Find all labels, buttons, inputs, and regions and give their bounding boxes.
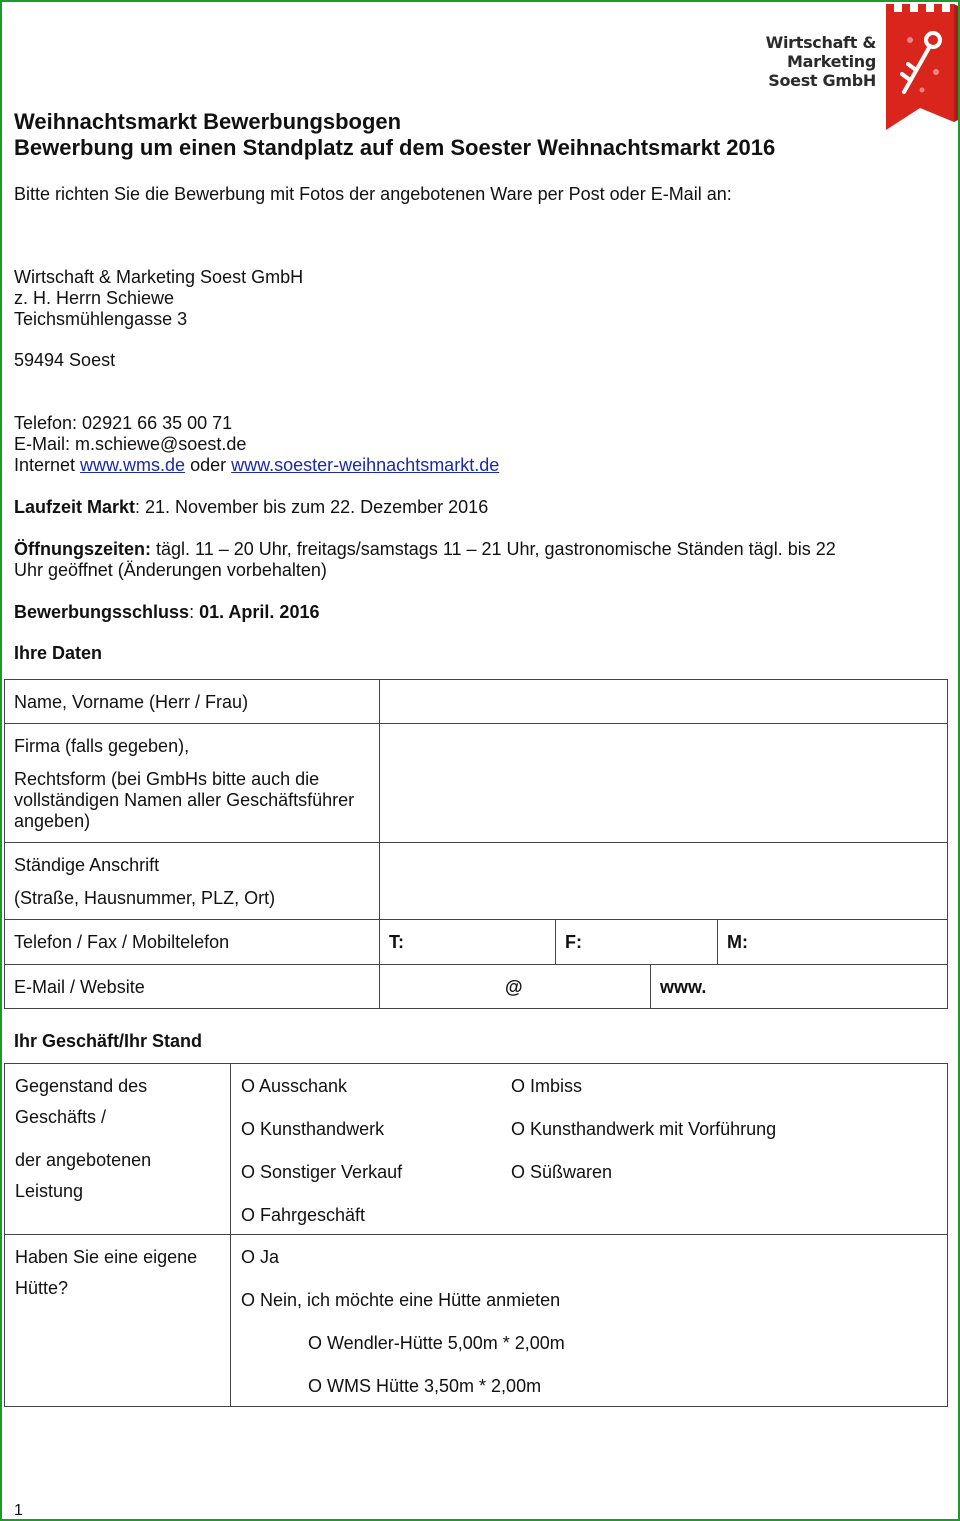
oeffnung-line-1 (14, 539, 836, 560)
page-number: 1 (14, 1502, 23, 1519)
intro-text: Bitte richten Sie die Bewerbung mit Fotos der angebotenen Ware per Post oder E-Mail an: (14, 184, 732, 204)
logo-line-1: Wirtschaft & (765, 33, 876, 52)
weihnachtsmarkt-link[interactable]: www.soester-weihnachtsmarkt.de (231, 455, 500, 475)
option-imbiss[interactable]: O Imbiss (511, 1076, 583, 1096)
website-input-field[interactable] (651, 965, 948, 1009)
gegenstand-label-3: der angebotenen (15, 1150, 152, 1170)
option-wendler-huette[interactable]: O Wendler-Hütte 5,00m * 2,00m (308, 1333, 565, 1353)
address-company: Wirtschaft & Marketing Soest GmbH (14, 267, 304, 287)
telefon-input-field[interactable] (380, 920, 556, 965)
email-label-cell (4, 965, 380, 1009)
huette-label-cell (4, 1235, 231, 1407)
address-street: Teichsmühlengasse 3 (14, 309, 188, 329)
address-attn: z. H. Herrn Schiewe (14, 288, 175, 308)
website-www-label: www. (660, 977, 707, 997)
laufzeit-value: : 21. November bis zum 22. Dezember 2016 (135, 497, 489, 517)
logo-line-2: Marketing (787, 52, 876, 71)
oeffnung-value-1: tägl. 11 – 20 Uhr, freitags/samstags 11 – 21 Uhr, gastronomische Ständen tägl. bis 22 (151, 539, 836, 559)
address-city: 59494 Soest (14, 350, 116, 370)
anschrift-input-field[interactable] (380, 843, 948, 920)
oeffnung-label: Öffnungszeiten: (14, 539, 151, 559)
option-ausschank[interactable]: O Ausschank (241, 1076, 348, 1096)
contact-email: E-Mail: m.schiewe@soest.de (14, 434, 247, 454)
gegenstand-label-1: Gegenstand des (15, 1076, 148, 1096)
internet-label: Internet (14, 455, 81, 475)
schluss-label: Bewerbungsschluss (14, 602, 190, 622)
schluss-line (14, 602, 319, 623)
firma-input-field[interactable] (380, 724, 948, 843)
telefon-label: Telefon / Fax / Mobiltelefon (14, 932, 230, 952)
or-text: oder (185, 455, 232, 475)
option-kunsthandwerk-vorfuehrung[interactable]: O Kunsthandwerk mit Vorführung (511, 1119, 777, 1139)
firma-label-cell (4, 724, 380, 843)
option-huette-ja[interactable]: O Ja (241, 1247, 280, 1267)
title-line-2: Bewerbung um einen Standplatz auf dem Soester Weihnachtsmarkt 2016 (14, 135, 776, 160)
gegenstand-options-cell (231, 1063, 948, 1235)
firma-label-3: vollständigen Namen aller Geschäftsführer (14, 790, 355, 810)
name-label: Name, Vorname (Herr / Frau) (14, 692, 249, 712)
option-fahrgeschaeft[interactable]: O Fahrgeschäft (241, 1205, 366, 1225)
huette-label-1: Haben Sie eine eigene (15, 1247, 198, 1267)
wms-link[interactable]: www.wms.de (80, 455, 186, 475)
anschrift-label-2: (Straße, Hausnummer, PLZ, Ort) (14, 888, 276, 908)
laufzeit-label: Laufzeit Markt (14, 497, 136, 517)
contact-internet (14, 455, 499, 476)
option-suesswaren[interactable]: O Süßwaren (511, 1162, 613, 1182)
section-ihre-daten-heading: Ihre Daten (14, 643, 103, 663)
coat-of-arms-banner-icon (880, 0, 960, 138)
section-geschaeft-heading: Ihr Geschäft/Ihr Stand (14, 1031, 203, 1051)
gegenstand-label-2: Geschäfts / (15, 1107, 107, 1127)
option-huette-nein[interactable]: O Nein, ich möchte eine Hütte anmieten (241, 1290, 561, 1310)
anschrift-label-1: Ständige Anschrift (14, 855, 160, 875)
laufzeit-line (14, 497, 488, 518)
option-kunsthandwerk[interactable]: O Kunsthandwerk (241, 1119, 385, 1139)
schluss-sep: : (189, 602, 200, 622)
fax-input-field[interactable] (556, 920, 718, 965)
mobil-input-field[interactable] (718, 920, 948, 965)
firma-label-2: Rechtsform (bei GmbHs bitte auch die (14, 769, 320, 789)
fax-f-label: F: (565, 932, 582, 952)
mobil-m-label: M: (727, 932, 748, 952)
gegenstand-label-4: Leistung (15, 1181, 84, 1201)
name-label-cell (4, 679, 380, 724)
email-input-field[interactable] (380, 965, 651, 1009)
gegenstand-label-cell (4, 1063, 231, 1235)
name-input-field[interactable] (380, 679, 948, 724)
contact-phone: Telefon: 02921 66 35 00 71 (14, 413, 233, 433)
firma-label-4: angeben) (14, 811, 91, 831)
option-sonstiger-verkauf[interactable]: O Sonstiger Verkauf (241, 1162, 403, 1182)
logo-line-3: Soest GmbH (768, 71, 876, 90)
huette-label-2: Hütte? (15, 1278, 69, 1298)
schluss-value: 01. April. 2016 (199, 602, 320, 622)
telefon-label-cell (4, 920, 380, 965)
title-line-1: Weihnachtsmarkt Bewerbungsbogen (14, 109, 402, 134)
oeffnung-line-2: Uhr geöffnet (Änderungen vorbehalten) (14, 560, 327, 580)
anschrift-label-cell (4, 843, 380, 920)
option-wms-huette[interactable]: O WMS Hütte 3,50m * 2,00m (308, 1376, 542, 1396)
firma-label-1: Firma (falls gegeben), (14, 736, 190, 756)
email-at-label: @ (505, 977, 523, 997)
huette-options-cell (231, 1235, 948, 1407)
company-logo-text (766, 33, 876, 90)
telefon-t-label: T: (389, 932, 404, 952)
email-label: E-Mail / Website (14, 977, 145, 997)
